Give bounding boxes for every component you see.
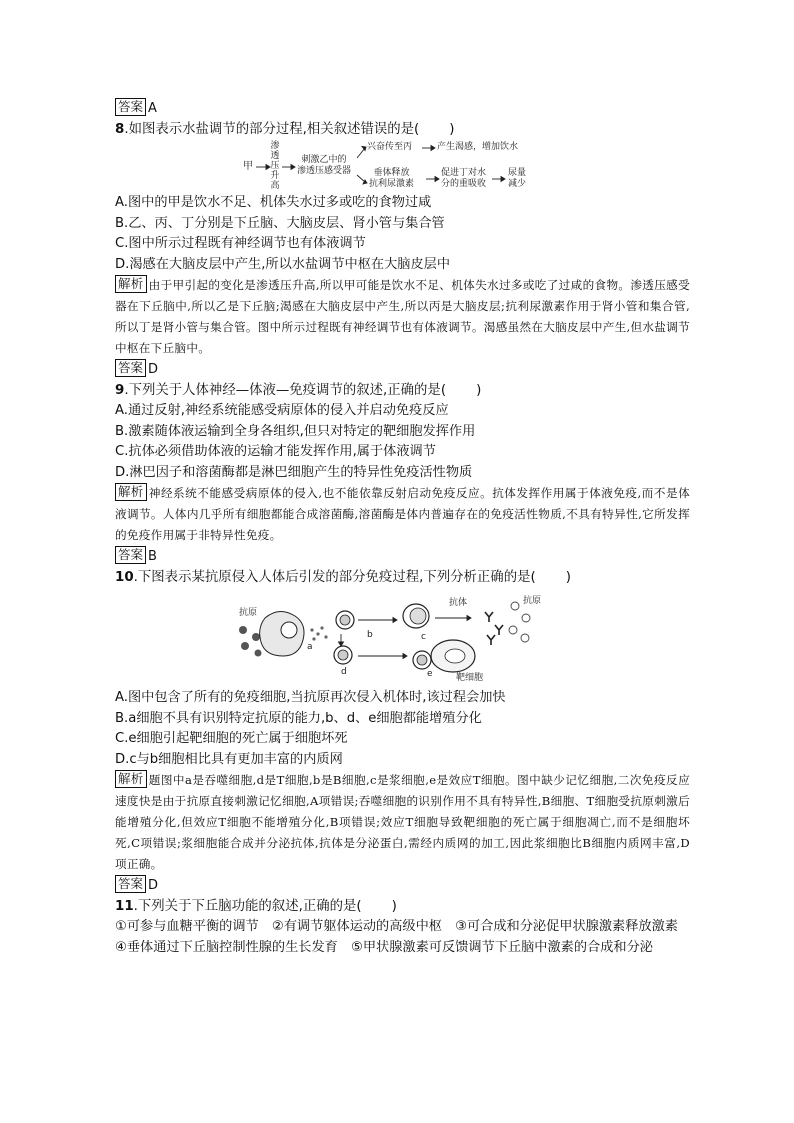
step-line: 减少 (508, 179, 527, 189)
step-line: 促进丁对水 (441, 168, 487, 178)
analysis-block (115, 770, 690, 875)
step-line: 分的重吸收 (441, 179, 487, 189)
answer-line (115, 875, 690, 896)
answer-value: D (148, 362, 159, 377)
answer-value: A (148, 101, 157, 116)
immune-process-diagram (115, 590, 690, 684)
answer-value: B (148, 549, 157, 564)
option-d: D.c与b细胞相比具有更加丰富的内质网 (115, 751, 343, 767)
receptor-line: 刺激乙中的 (301, 155, 347, 165)
question-number: 9 (115, 383, 125, 398)
rise-char: 高 (270, 181, 280, 191)
fig-receptor-label (297, 155, 351, 177)
answer-line (115, 546, 690, 567)
fig-cell-b: b (367, 630, 373, 640)
rise-char: 升 (270, 171, 280, 181)
question-text: .下图表示某抗原侵入人体后引发的部分免疫过程,下列分析正确的是( (133, 570, 536, 585)
answer-tag: 答案 (115, 875, 146, 893)
option-b: B.a细胞不具有识别特定抗原的能力,b、d、e细胞都能增殖分化 (115, 710, 482, 726)
fig-cell-a: a (307, 642, 313, 652)
answer-value: D (148, 878, 159, 893)
question-text: .下列关于下丘脑功能的叙述,正确的是( (133, 899, 362, 914)
option-c: C.抗体必须借助体液的运输才能发挥作用,属于体液调节 (115, 444, 436, 459)
option-c: C.图中所示过程既有神经调节也有体液调节 (115, 236, 366, 251)
document-page (115, 98, 690, 958)
answer-tag: 答案 (115, 359, 146, 377)
step-line: 尿量 (508, 168, 527, 178)
antigen-icon (239, 626, 262, 657)
question-text: .下列关于人体神经—体液—免疫调节的叙述,正确的是( (124, 383, 447, 398)
fig-bottom-step-3 (508, 168, 526, 190)
statement-items: ①可参与血糖平衡的调节 ②有调节躯体运动的高级中枢 ③可合成和分泌促甲状腺激素释放激素 ④垂体通过下丘脑控制性腺的生长发育 ⑤甲状腺激素可反馈调节下丘脑中激素的合成和分泌 (115, 919, 692, 955)
question-number: 10 (115, 570, 134, 585)
option-a: A.图中的甲是饮水不足、机体失水过多或吃的食物过咸 (115, 195, 432, 210)
fig-antigen-right-label: 抗原 (523, 596, 542, 606)
answer-line (115, 98, 690, 119)
answer-tag: 答案 (115, 546, 146, 564)
question-close: ) (476, 383, 482, 398)
analysis-tag: 解析 (115, 770, 147, 788)
question-close: ) (449, 122, 455, 137)
answer-line (115, 359, 690, 380)
fig-jia-label: 甲 (243, 161, 253, 172)
fig-antibody-label: 抗体 (449, 598, 468, 608)
answer-tag: 答案 (115, 98, 146, 116)
option-d: D.淋巴因子和溶菌酶都是淋巴细胞产生的特异性免疫活性物质 (115, 464, 473, 480)
rise-char: 透 (270, 151, 280, 161)
question-text: .如图表示水盐调节的部分过程,相关叙述错误的是( (124, 122, 420, 137)
option-b: B.激素随体液运输到全身各组织,但只对特定的靶细胞发挥作用 (115, 423, 476, 439)
fig-bottom-step-1 (369, 168, 414, 190)
option-a: A.通过反射,神经系统能感受病原体的侵入并启动免疫反应 (115, 403, 449, 418)
question-number: 8 (115, 122, 125, 137)
fig-bottom-step-2 (441, 168, 486, 190)
question-10-stem (115, 567, 690, 588)
analysis-tag: 解析 (115, 483, 147, 501)
step-line: 垂体释放 (373, 168, 410, 178)
rise-char: 压 (270, 161, 280, 171)
antigen-right-icon (509, 602, 530, 642)
fig-cell-e: e (427, 669, 433, 679)
fig-rise-label (270, 141, 280, 191)
immune-cells-illustration (115, 590, 690, 684)
analysis-text: 题图中a是吞噬细胞,d是T细胞,b是B细胞,c是浆细胞,e是效应T细胞。图中缺少记忆细胞,二次免疫反应速度快是由于抗原直接刺激记忆细胞,A项错误;吞噬细胞的识别作用不具有特异性,B细胞、T细胞受抗原刺激后能增殖分化,但效应T细胞不能增殖分化,B项错误;效应T细胞导致靶细胞的死亡属于细胞凋亡,而不是细胞坏死,C项错误;浆细胞能合成并分泌抗体,抗体是分泌蛋白,需经内质网的加工,因此浆细胞比B细胞内质网丰富,D项正确。 (115, 773, 690, 871)
question-11-stem (115, 896, 690, 917)
analysis-tag: 解析 (115, 275, 147, 293)
receptor-line: 渗透压感受器 (297, 166, 352, 176)
analysis-block (115, 275, 690, 359)
question-8-stem (115, 119, 690, 140)
analysis-block (115, 483, 690, 546)
rise-char: 渗 (270, 141, 280, 151)
question-9-stem (115, 380, 690, 401)
fig-target-label: 靶细胞 (456, 673, 484, 683)
option-c: C.e细胞引起靶细胞的死亡属于细胞坏死 (115, 731, 348, 746)
fig-cell-d: d (341, 667, 347, 677)
analysis-text: 由于甲引起的变化是渗透压升高,所以甲可能是饮水不足、机体失水过多或吃了过咸的食物。渗透压感受器在下丘脑中,所以乙是下丘脑;渴感在大脑皮层中产生,所以丙是大脑皮层;抗利尿激素作用于肾小管和集合管,所以丁是肾小管与集合管。图中所示过程既有神经调节也有体液调节。渴感虽然在大脑皮层中产生,但水盐调节中枢在下丘脑中。 (115, 278, 690, 355)
fig-top-step-2: 产生渴感，增加饮水 (437, 142, 519, 152)
antibody-icon (485, 612, 503, 645)
analysis-text: 神经系统不能感受病原体的侵入,也不能依靠反射启动免疫反应。抗体发挥作用属于体液免疫,而不是体液调节。人体内几乎所有细胞都能合成溶菌酶,溶菌酶是体内普遍存在的免疫活性物质,不具有特异性,它所发挥的免疫作用属于非特异性免疫。 (115, 486, 690, 542)
question-close: ) (391, 899, 397, 914)
step-line: 抗利尿激素 (369, 179, 415, 189)
option-b: B.乙、丙、丁分别是下丘脑、大脑皮层、肾小管与集合管 (115, 215, 445, 231)
water-salt-flow-diagram (115, 141, 690, 191)
fig-antigen-label: 抗原 (239, 608, 258, 618)
question-number: 11 (115, 899, 134, 914)
option-d: D.渴感在大脑皮层中产生,所以水盐调节中枢在大脑皮层中 (115, 256, 451, 272)
fig-cell-c: c (421, 632, 426, 642)
question-close: ) (565, 570, 571, 585)
option-a: A.图中包含了所有的免疫细胞,当抗原再次侵入机体时,该过程会加快 (115, 690, 506, 705)
fig-top-step-1: 兴奋传至丙 (367, 142, 413, 152)
